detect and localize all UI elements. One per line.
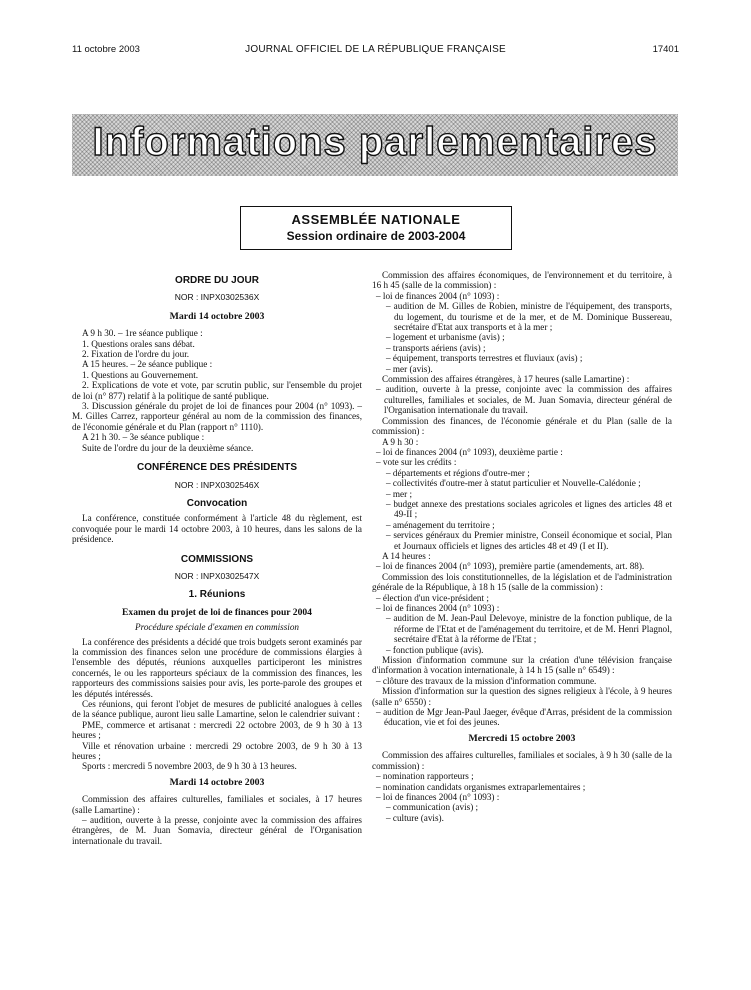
- text-block: Commission des affaires étrangères, à 17 heures (salle Lamartine) :: [382, 374, 630, 385]
- text-block: – nomination rapporteurs ;: [376, 771, 474, 782]
- text-block: Commission des finances, de l'économie générale et du Plan (salle de la commission) :: [372, 415, 672, 437]
- text-block: – transports aériens (avis) ;: [386, 342, 486, 353]
- text-block: 3. Discussion générale du projet de loi de finances pour 2004 (n° 1093). – M. Gilles Carrez, rapporteur général au nom de la commission des finances, de l'économie générale et du Plan (rapport n° 1110).: [72, 401, 362, 432]
- text-block: NOR : INPX0302536X: [174, 292, 260, 303]
- text-block: Commission des affaires culturelles, familiales et sociales, à 17 heures (salle Lamartine) :: [72, 794, 362, 815]
- text-block: – nomination candidats organismes extraparlementaires ;: [376, 781, 586, 792]
- text-block: Ces réunions, qui feront l'objet de mesures de publicité analogues à celles de la séance publique, auront lieu salle Lamartine, selon le calendrier suivant :: [72, 699, 362, 720]
- text-block: Mission d'information commune sur la création d'une télévision française d'information à vocation internationale, à 14 h 15 (salle n° 6549) :: [372, 655, 672, 676]
- text-block: – loi de finances 2004 (n° 1093), première partie (amendements, art. 88).: [376, 561, 645, 572]
- text-block: Mardi 14 octobre 2003: [169, 310, 265, 322]
- session-label: Session ordinaire de 2003-2004: [286, 229, 466, 243]
- text-block: – culture (avis).: [386, 812, 444, 823]
- text-block: – audition de M. Jean-Paul Delevoye, ministre de la fonction publique, de la réforme de l'Etat et de l'aménagement du territoire, et de M. Henri Plagnol, secrétaire d'Etat à la réforme de l'Etat ;: [386, 613, 672, 645]
- left-column: [72, 270, 362, 846]
- text-block: Sports : mercredi 5 novembre 2003, de 9 h 30 à 13 heures.: [82, 761, 297, 772]
- text-block: COMMISSIONS: [180, 553, 254, 565]
- text-block: 1. Questions au Gouvernement.: [82, 369, 199, 380]
- text-block: La conférence des présidents a décidé que trois budgets seront examinés par la commission des finances selon une procédure de commissions élargies à l'ensemble des députés, réunions auxquelles participeront les ministres concernés, le ou les rapporteurs spéciaux de la commission des finances, les rapporteurs des commissions saisies pour avis, les porte-parole des groupes et les députés intéressés.: [72, 636, 362, 699]
- text-block: 2. Fixation de l'ordre du jour.: [82, 349, 190, 360]
- text-block: Ville et rénovation urbaine : mercredi 29 octobre 2003, de 9 h 30 à 13 heures ;: [72, 740, 362, 762]
- banner-title: Informations parlementaires: [92, 120, 658, 164]
- text-block: – loi de finances 2004 (n° 1093) :: [376, 290, 500, 301]
- page-number: 17401: [652, 44, 679, 55]
- text-block: Examen du projet de loi de finances pour 2004: [122, 606, 312, 618]
- text-block: – services généraux du Premier ministre, Conseil économique et social, Plan et Journaux officiels et lignes des articles 48 et 49 (I et II).: [386, 530, 672, 551]
- text-block: – départements et régions d'outre-mer ;: [386, 467, 530, 478]
- text-block: Mission d'information sur la question des signes religieux à l'école, à 9 heures (salle n° 6550) :: [372, 686, 672, 707]
- text-block: – loi de finances 2004 (n° 1093), deuxième partie :: [376, 446, 563, 457]
- text-block: 2. Explications de vote et vote, par scrutin public, sur l'ensemble du projet de loi (n° 877) relatif à la politique de santé publique.: [72, 380, 362, 401]
- section-banner: [72, 114, 678, 176]
- text-block: – mer (avis).: [386, 363, 433, 374]
- journal-title: JOURNAL OFFICIEL DE LA RÉPUBLIQUE FRANÇAISE: [245, 44, 506, 55]
- text-block: A 9 h 30. – 1re séance publique :: [82, 328, 203, 339]
- text-block: NOR : INPX0302546X: [174, 479, 260, 490]
- text-block: – fonction publique (avis).: [386, 644, 484, 655]
- text-block: – audition de Mgr Jean-Paul Jaeger, évêque d'Arras, président de la commission éducation, vie et foi des jeunes.: [376, 707, 672, 728]
- text-block: – aménagement du territoire ;: [386, 519, 495, 530]
- text-block: A 15 heures. – 2e séance publique :: [82, 359, 213, 370]
- text-block: NOR : INPX0302547X: [174, 570, 260, 581]
- text-block: ORDRE DU JOUR: [175, 275, 259, 286]
- text-block: – budget annexe des prestations sociales agricoles et lignes des articles 48 et 49-II ;: [386, 498, 672, 520]
- header-date: 11 octobre 2003: [72, 44, 140, 55]
- text-block: – communication (avis) ;: [386, 802, 479, 813]
- text-block: A 9 h 30 :: [382, 436, 419, 447]
- text-block: – collectivités d'outre-mer à statut particulier et Nouvelle-Calédonie ;: [386, 478, 641, 489]
- text-block: Commission des affaires culturelles, familiales et sociales, à 9 h 30 (salle de la commission) :: [372, 750, 672, 771]
- text-block: Procédure spéciale d'examen en commission: [134, 622, 300, 633]
- text-block: – élection d'un vice-président ;: [376, 592, 489, 603]
- text-block: PME, commerce et artisanat : mercredi 22 octobre 2003, de 9 h 30 à 13 heures ;: [72, 719, 362, 741]
- text-block: Convocation: [186, 497, 248, 509]
- text-block: – loi de finances 2004 (n° 1093) :: [376, 603, 500, 613]
- right-column: [372, 270, 672, 823]
- text-block: – clôture des travaux de la mission d'information commune.: [376, 675, 597, 686]
- text-block: Mercredi 15 octobre 2003: [468, 732, 576, 744]
- text-block: 1. Questions orales sans débat.: [82, 338, 195, 349]
- text-block: – audition, ouverte à la presse, conjointe avec la commission des affaires culturelles, familiales et sociales, de M. Juan Somavia, directeur général de l'Organisation internationale du travail.: [376, 384, 672, 416]
- spacer: [72, 545, 362, 549]
- text-block: CONFÉRENCE DES PRÉSIDENTS: [136, 462, 298, 474]
- text-block: – vote sur les crédits :: [376, 457, 457, 468]
- page-header: [72, 44, 679, 58]
- text-block: A 21 h 30. – 3e séance publique :: [82, 432, 205, 443]
- text-block: Suite de l'ordre du jour de la deuxième séance.: [82, 442, 254, 453]
- text-block: – équipement, transports terrestres et fluviaux (avis) ;: [386, 353, 583, 364]
- text-block: 1. Réunions: [188, 589, 246, 601]
- text-block: La conférence, constituée conformément à l'article 48 du règlement, est convoquée pour le mardi 14 octobre 2003, à 10 heures, dans les salons de la présidence.: [72, 513, 362, 545]
- text-block: – audition, ouverte à la presse, conjointe avec la commission des affaires étrangères, de M. Juan Somavia, directeur général de l'Organisation internationale du travail.: [72, 815, 362, 846]
- spacer: [72, 453, 362, 457]
- text-block: A 14 heures :: [382, 550, 431, 561]
- text-block: Commission des affaires économiques, de l'environnement et du territoire, à 16 h 45 (salle de la commission) :: [372, 270, 672, 291]
- text-block: – audition de M. Gilles de Robien, ministre de l'équipement, des transports, du logement, du tourisme et de la mer, et de M. Dominique Bussereau, secrétaire d'Etat aux transports et à la mer ;: [386, 301, 672, 333]
- text-block: – loi de finances 2004 (n° 1093) :: [376, 791, 500, 802]
- text-block: Commission des lois constitutionnelles, de la législation et de l'administration générale de la République, à 18 h 15 (salle de la commission) :: [372, 571, 672, 593]
- assembly-title-box: [240, 206, 512, 250]
- text-block: – logement et urbanisme (avis) ;: [386, 332, 505, 343]
- assembly-name: ASSEMBLÉE NATIONALE: [291, 212, 461, 227]
- text-block: Mardi 14 octobre 2003: [169, 776, 265, 788]
- text-block: – mer ;: [386, 488, 413, 499]
